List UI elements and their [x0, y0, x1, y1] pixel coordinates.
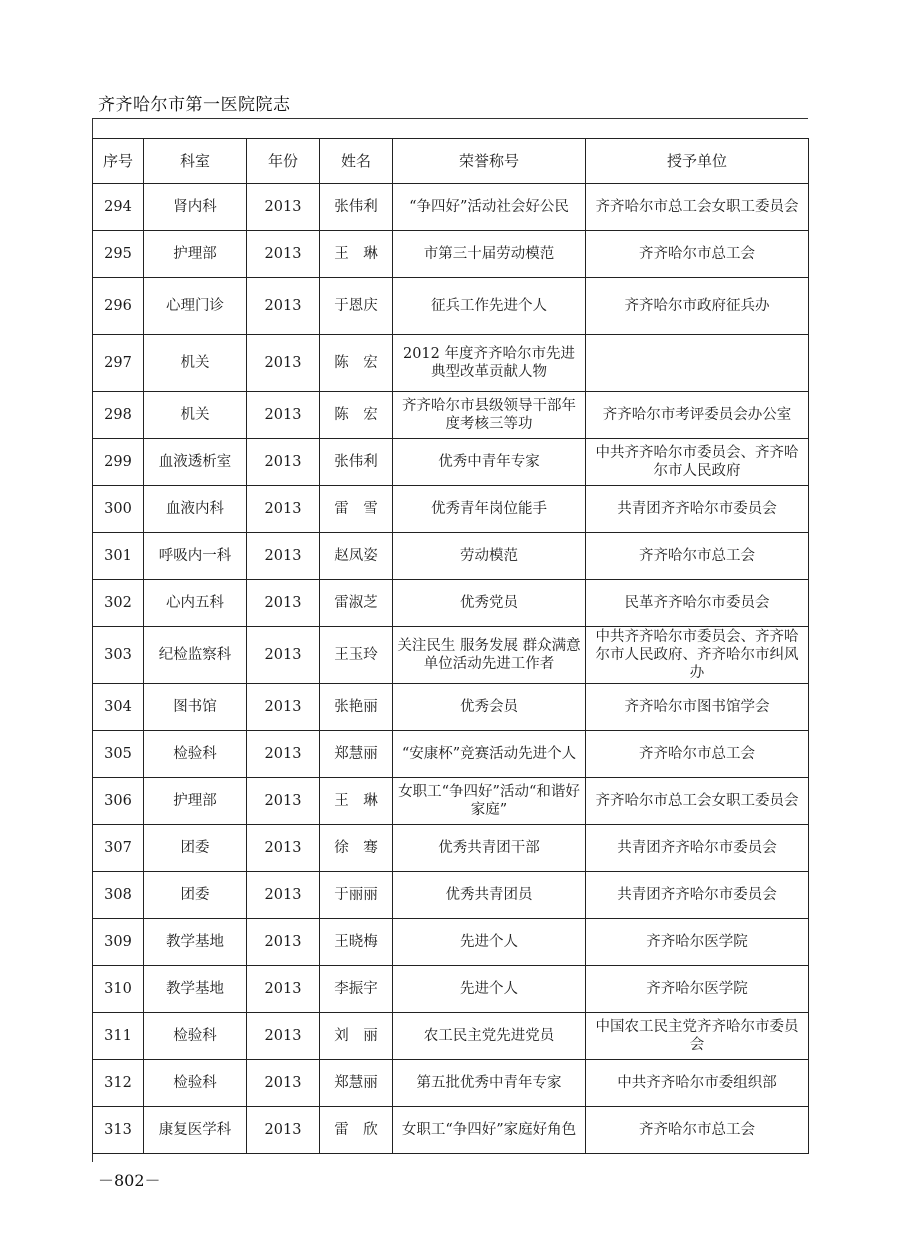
cell-year: 2013 [247, 627, 320, 684]
header-rule [92, 118, 808, 119]
cell-honor-title: 齐齐哈尔市县级领导干部年度考核三等功 [393, 392, 586, 439]
cell-year: 2013 [247, 731, 320, 778]
cell-honor-title: 劳动模范 [393, 533, 586, 580]
cell-honor-title: 市第三十届劳动模范 [393, 231, 586, 278]
cell-year: 2013 [247, 1107, 320, 1154]
table-row [93, 872, 809, 919]
cell-number: 308 [93, 872, 144, 919]
cell-number: 300 [93, 486, 144, 533]
cell-department: 检验科 [144, 1013, 247, 1060]
cell-name: 王玉玲 [320, 627, 393, 684]
cell-name: 徐 骞 [320, 825, 393, 872]
cell-honor-title: 优秀青年岗位能手 [393, 486, 586, 533]
cell-number: 306 [93, 778, 144, 825]
cell-number: 304 [93, 684, 144, 731]
cell-honor-title: 优秀中青年专家 [393, 439, 586, 486]
table-row [93, 919, 809, 966]
cell-number: 311 [93, 1013, 144, 1060]
cell-honor-title: 优秀共青团员 [393, 872, 586, 919]
cell-number: 299 [93, 439, 144, 486]
table-row [93, 1107, 809, 1154]
cell-granting-unit: 齐齐哈尔医学院 [586, 919, 809, 966]
cell-name: 于恩庆 [320, 278, 393, 335]
cell-granting-unit [586, 335, 809, 392]
cell-number: 307 [93, 825, 144, 872]
cell-department: 纪检监察科 [144, 627, 247, 684]
cell-name: 王晓梅 [320, 919, 393, 966]
cell-department: 团委 [144, 825, 247, 872]
cell-granting-unit: 中共齐齐哈尔市委组织部 [586, 1060, 809, 1107]
page-number: －802－ [98, 1171, 161, 1190]
cell-year: 2013 [247, 825, 320, 872]
column-header-dept: 科室 [144, 139, 247, 184]
cell-granting-unit: 中国农工民主党齐齐哈尔市委员会 [586, 1013, 809, 1060]
cell-year: 2013 [247, 778, 320, 825]
cell-granting-unit: 齐齐哈尔市总工会女职工委员会 [586, 184, 809, 231]
cell-honor-title: 2012 年度齐齐哈尔市先进典型改革贡献人物 [393, 335, 586, 392]
cell-name: 雷 雪 [320, 486, 393, 533]
cell-department: 呼吸内一科 [144, 533, 247, 580]
column-header-year: 年份 [247, 139, 320, 184]
cell-department: 护理部 [144, 231, 247, 278]
cell-honor-title: 优秀会员 [393, 684, 586, 731]
table-row [93, 486, 809, 533]
column-header-unit: 授予单位 [586, 139, 809, 184]
cell-name: 于丽丽 [320, 872, 393, 919]
cell-granting-unit: 齐齐哈尔市总工会 [586, 731, 809, 778]
cell-name: 张伟利 [320, 184, 393, 231]
cell-granting-unit: 齐齐哈尔市总工会 [586, 1107, 809, 1154]
cell-year: 2013 [247, 392, 320, 439]
cell-number: 297 [93, 335, 144, 392]
cell-year: 2013 [247, 1060, 320, 1107]
table-row [93, 278, 809, 335]
cell-name: 刘 丽 [320, 1013, 393, 1060]
table-row [93, 684, 809, 731]
cell-department: 团委 [144, 872, 247, 919]
cell-granting-unit: 齐齐哈尔市政府征兵办 [586, 278, 809, 335]
cell-honor-title: 女职工“争四好”活动“和谐好家庭” [393, 778, 586, 825]
table-row [93, 533, 809, 580]
cell-department: 心内五科 [144, 580, 247, 627]
cell-department: 教学基地 [144, 919, 247, 966]
cell-name: 郑慧丽 [320, 731, 393, 778]
cell-name: 张伟利 [320, 439, 393, 486]
cell-name: 王 琳 [320, 231, 393, 278]
cell-honor-title: 征兵工作先进个人 [393, 278, 586, 335]
cell-department: 机关 [144, 335, 247, 392]
cell-year: 2013 [247, 533, 320, 580]
cell-number: 295 [93, 231, 144, 278]
table-header-row [93, 139, 809, 184]
cell-honor-title: 关注民生 服务发展 群众满意单位活动先进工作者 [393, 627, 586, 684]
cell-number: 309 [93, 919, 144, 966]
cell-granting-unit: 齐齐哈尔医学院 [586, 966, 809, 1013]
cell-year: 2013 [247, 580, 320, 627]
column-header-honor: 荣誉称号 [393, 139, 586, 184]
cell-number: 298 [93, 392, 144, 439]
cell-number: 294 [93, 184, 144, 231]
cell-name: 王 琳 [320, 778, 393, 825]
cell-granting-unit: 共青团齐齐哈尔市委员会 [586, 825, 809, 872]
cell-department: 教学基地 [144, 966, 247, 1013]
table-row [93, 825, 809, 872]
honors-table [92, 138, 809, 1154]
table-row [93, 231, 809, 278]
cell-year: 2013 [247, 872, 320, 919]
cell-honor-title: 优秀共青团干部 [393, 825, 586, 872]
cell-year: 2013 [247, 184, 320, 231]
cell-year: 2013 [247, 231, 320, 278]
cell-granting-unit: 齐齐哈尔市总工会 [586, 533, 809, 580]
table-row [93, 627, 809, 684]
table-row [93, 778, 809, 825]
table-row [93, 439, 809, 486]
table-row [93, 1060, 809, 1107]
cell-number: 303 [93, 627, 144, 684]
cell-honor-title: 先进个人 [393, 919, 586, 966]
cell-name: 雷淑芝 [320, 580, 393, 627]
cell-name: 陈 宏 [320, 392, 393, 439]
cell-department: 检验科 [144, 731, 247, 778]
cell-granting-unit: 共青团齐齐哈尔市委员会 [586, 486, 809, 533]
cell-year: 2013 [247, 278, 320, 335]
cell-honor-title: 女职工“争四好”家庭好角色 [393, 1107, 586, 1154]
cell-year: 2013 [247, 1013, 320, 1060]
cell-honor-title: 第五批优秀中青年专家 [393, 1060, 586, 1107]
cell-honor-title: 先进个人 [393, 966, 586, 1013]
cell-department: 心理门诊 [144, 278, 247, 335]
cell-name: 张艳丽 [320, 684, 393, 731]
cell-year: 2013 [247, 966, 320, 1013]
cell-name: 李振宇 [320, 966, 393, 1013]
table-row [93, 335, 809, 392]
cell-granting-unit: 齐齐哈尔市总工会 [586, 231, 809, 278]
cell-year: 2013 [247, 486, 320, 533]
cell-number: 301 [93, 533, 144, 580]
cell-name: 雷 欣 [320, 1107, 393, 1154]
cell-year: 2013 [247, 684, 320, 731]
cell-number: 302 [93, 580, 144, 627]
table-row [93, 392, 809, 439]
cell-year: 2013 [247, 919, 320, 966]
cell-year: 2013 [247, 439, 320, 486]
cell-honor-title: “争四好”活动社会好公民 [393, 184, 586, 231]
cell-department: 康复医学科 [144, 1107, 247, 1154]
cell-number: 296 [93, 278, 144, 335]
cell-granting-unit: 共青团齐齐哈尔市委员会 [586, 872, 809, 919]
cell-number: 310 [93, 966, 144, 1013]
cell-granting-unit: 中共齐齐哈尔市委员会、齐齐哈尔市人民政府、齐齐哈尔市纠风办 [586, 627, 809, 684]
cell-name: 陈 宏 [320, 335, 393, 392]
cell-department: 血液内科 [144, 486, 247, 533]
cell-name: 郑慧丽 [320, 1060, 393, 1107]
column-header-no: 序号 [93, 139, 144, 184]
cell-honor-title: 优秀党员 [393, 580, 586, 627]
cell-department: 肾内科 [144, 184, 247, 231]
table-row [93, 966, 809, 1013]
running-head-title: 齐齐哈尔市第一医院院志 [98, 95, 291, 115]
cell-number: 313 [93, 1107, 144, 1154]
table-row [93, 184, 809, 231]
table-row [93, 731, 809, 778]
cell-granting-unit: 齐齐哈尔市总工会女职工委员会 [586, 778, 809, 825]
column-header-name: 姓名 [320, 139, 393, 184]
cell-granting-unit: 中共齐齐哈尔市委员会、齐齐哈尔市人民政府 [586, 439, 809, 486]
table-row [93, 1013, 809, 1060]
cell-honor-title: “安康杯”竞赛活动先进个人 [393, 731, 586, 778]
table-row [93, 580, 809, 627]
cell-department: 图书馆 [144, 684, 247, 731]
cell-honor-title: 农工民主党先进党员 [393, 1013, 586, 1060]
cell-granting-unit: 齐齐哈尔市图书馆学会 [586, 684, 809, 731]
cell-year: 2013 [247, 335, 320, 392]
cell-department: 检验科 [144, 1060, 247, 1107]
cell-number: 312 [93, 1060, 144, 1107]
cell-department: 血液透析室 [144, 439, 247, 486]
cell-granting-unit: 齐齐哈尔市考评委员会办公室 [586, 392, 809, 439]
cell-granting-unit: 民革齐齐哈尔市委员会 [586, 580, 809, 627]
cell-name: 赵凤姿 [320, 533, 393, 580]
cell-department: 机关 [144, 392, 247, 439]
cell-department: 护理部 [144, 778, 247, 825]
cell-number: 305 [93, 731, 144, 778]
